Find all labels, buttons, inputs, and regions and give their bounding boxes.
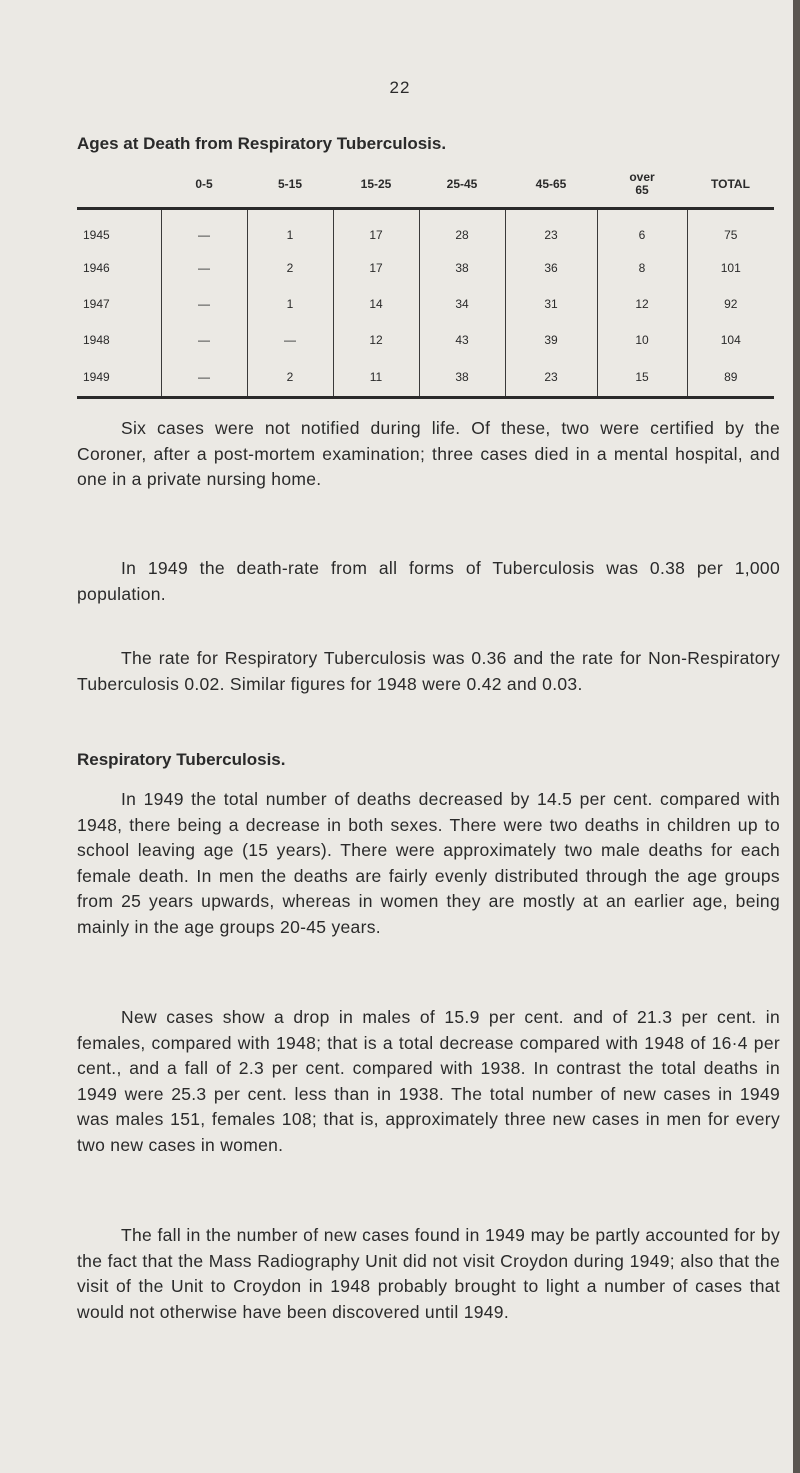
- table-cell: 101: [687, 250, 774, 286]
- table-cell: 38: [419, 250, 505, 286]
- table-cell: —: [161, 286, 247, 322]
- table-cell: 43: [419, 322, 505, 358]
- table-cell: 36: [505, 250, 597, 286]
- table-header-row: [77, 160, 774, 209]
- table-cell: —: [161, 209, 247, 251]
- table-cell: 1947: [83, 297, 110, 311]
- table-cell: —: [247, 322, 333, 358]
- page-number: 22: [389, 78, 411, 97]
- table-cell: 104: [687, 322, 774, 358]
- table-cell: —: [161, 250, 247, 286]
- table-row: [77, 209, 774, 251]
- table-cell: 23: [505, 358, 597, 398]
- table-cell: 17: [333, 250, 419, 286]
- section-heading-respiratory: Respiratory Tuberculosis.: [77, 750, 286, 769]
- table-cell: 6: [597, 209, 687, 251]
- table-cell: 17: [333, 209, 419, 251]
- paragraph-not-notified: Six cases were not notified during life. Of these, two were certified by the Coroner, after a post-mortem examination; three cases died in a mental hospital, and one in a private nursing home.: [77, 418, 780, 489]
- page-edge-shadow: [793, 0, 800, 1473]
- table-cell: 1949: [77, 358, 161, 398]
- table-cell: 23: [505, 209, 597, 251]
- table-cell: 75: [687, 209, 774, 251]
- table-row: [77, 286, 774, 322]
- header-45-65: 45-65: [505, 160, 597, 209]
- table-row: [77, 322, 774, 358]
- table-row: [77, 250, 774, 286]
- table-cell: 14: [333, 286, 419, 322]
- table-cell: 1948: [83, 333, 110, 347]
- header-over-bottom: 65: [635, 182, 649, 197]
- table-cell: 15: [597, 358, 687, 398]
- header-total: TOTAL: [687, 160, 774, 209]
- table-cell: 31: [505, 286, 597, 322]
- table-cell: 1: [247, 286, 333, 322]
- table-cell: 10: [597, 322, 687, 358]
- paragraph-respiratory-rate: The rate for Respiratory Tuberculosis was 0.36 and the rate for Non-Respiratory Tuberculosis 0.02. Similar figures for 1948 were 0.42 and 0.03.: [77, 648, 780, 694]
- paragraph-death-rate: In 1949 the death-rate from all forms of Tuberculosis was 0.38 per 1,000 population.: [77, 558, 780, 604]
- table-cell: 1945: [83, 228, 110, 242]
- table-cell: 2: [247, 250, 333, 286]
- table-cell: 1: [247, 209, 333, 251]
- table-cell: 39: [505, 322, 597, 358]
- table-cell: 34: [419, 286, 505, 322]
- header-year: [77, 160, 161, 209]
- table-cell: 28: [419, 209, 505, 251]
- table-title: Ages at Death from Respiratory Tuberculosis.: [77, 134, 447, 153]
- table-cell: 11: [333, 358, 419, 398]
- table-cell: —: [161, 322, 247, 358]
- table-cell: 89: [687, 358, 774, 398]
- paragraph-deaths-decreased: In 1949 the total number of deaths decreased by 14.5 per cent. compared with 1948, there being a decrease in both sexes. There were two deaths in children up to school leaving age (15 years). There were approximately two male deaths for each female death. In men the deaths are fairly evenly distributed through the age groups from 25 years upwards, whereas in women they are mostly at an earlier age, being mainly in the age groups 20-45 years.: [77, 789, 780, 937]
- header-over-65: [597, 160, 687, 209]
- table-cell: 12: [333, 322, 419, 358]
- table-cell: 12: [597, 286, 687, 322]
- header-25-45: 25-45: [419, 160, 505, 209]
- table-row: [77, 358, 774, 398]
- paragraph-mass-radiography: The fall in the number of new cases found in 1949 may be partly accounted for by the fact that the Mass Radiography Unit did not visit Croydon during 1949; also that the visit of the Unit to Croydon in 1948 probably brought to light a number of cases that would not otherwise have been discovered until 1949.: [77, 1225, 780, 1322]
- table-cell: —: [161, 358, 247, 398]
- table-cell: 38: [419, 358, 505, 398]
- table-cell: 2: [247, 358, 333, 398]
- table-cell: 92: [687, 286, 774, 322]
- header-15-25: 15-25: [333, 160, 419, 209]
- header-0-5: 0-5: [161, 160, 247, 209]
- paragraph-new-cases: New cases show a drop in males of 15.9 per cent. and of 21.3 per cent. in females, compared with 1948; that is a total decrease compared with 1948 of 16·4 per cent., and a fall of 2.3 per cent. compared with 1938. In contrast the total deaths in 1949 were 25.3 per cent. less than in 1938. The total number of new cases in 1949 was males 151, females 108; that is, approximately three new cases in men for every two new cases in women.: [77, 1007, 780, 1155]
- ages-at-death-table: [77, 160, 774, 399]
- table-cell: 8: [597, 250, 687, 286]
- table-cell: 1946: [83, 261, 110, 275]
- header-over-top: over: [629, 169, 655, 184]
- header-5-15: 5-15: [247, 160, 333, 209]
